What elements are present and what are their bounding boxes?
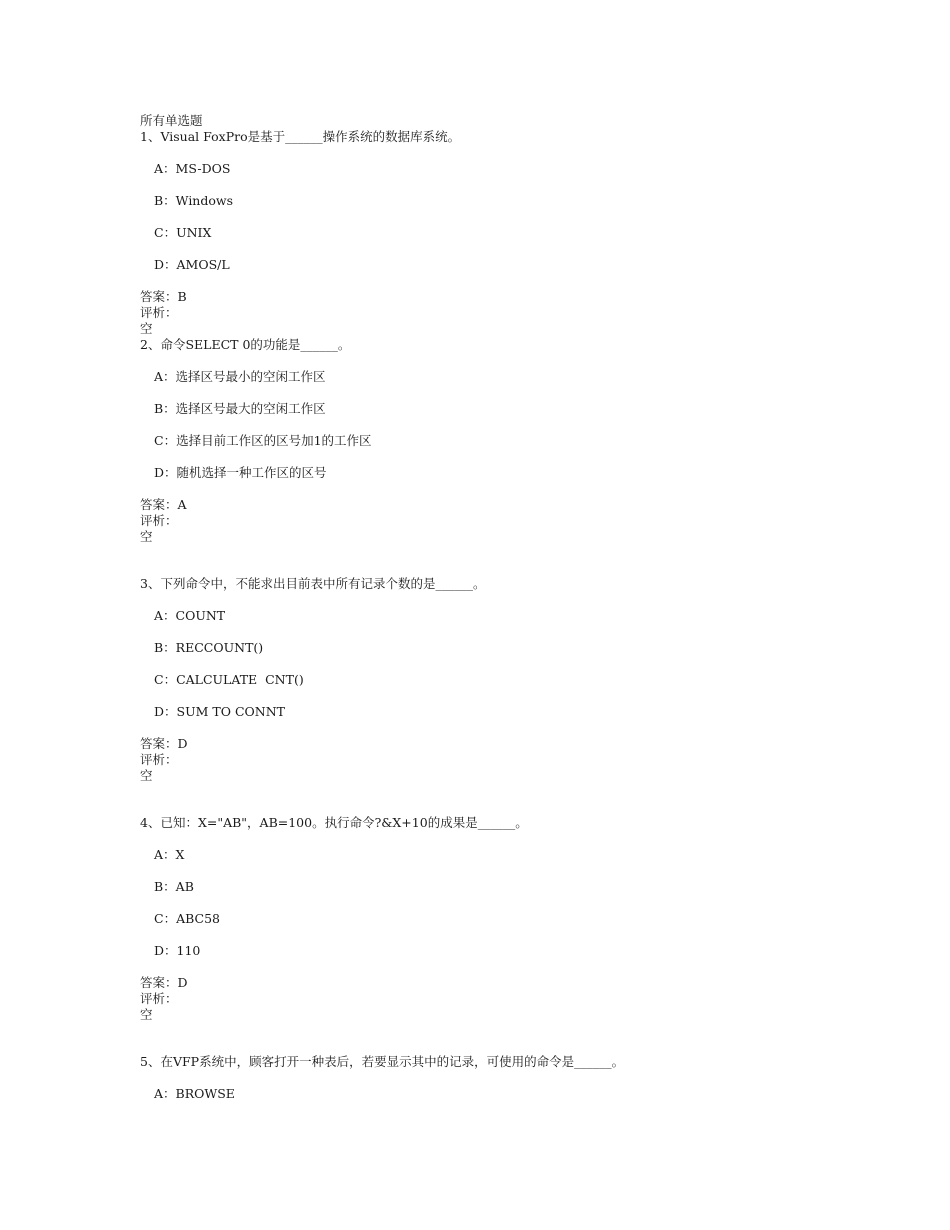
analysis-text: 空 — [140, 321, 153, 336]
option: D：110 — [154, 943, 201, 958]
option: B：选择区号最大的空闲工作区 — [154, 401, 326, 416]
answer-line: 答案：A — [140, 497, 187, 512]
option: B：RECCOUNT() — [154, 640, 264, 655]
option: B：AB — [154, 879, 194, 894]
option: A：BROWSE — [154, 1086, 235, 1101]
answer-line: 答案：B — [140, 289, 187, 304]
analysis-label: 评析： — [140, 513, 178, 528]
question-stem: 3、下列命令中，不能求出目前表中所有记录个数的是______。 — [140, 576, 486, 591]
option: D：SUM TO CONNT — [154, 704, 285, 719]
option: A：X — [154, 847, 185, 862]
question-stem: 2、命令SELECT 0的功能是______。 — [140, 337, 351, 352]
option: C：CALCULATE CNT() — [154, 672, 304, 687]
option: A：MS-DOS — [154, 161, 231, 176]
analysis-text: 空 — [140, 1007, 153, 1022]
section-heading: 所有单选题 — [140, 113, 203, 128]
option: A：COUNT — [154, 608, 226, 623]
option: D：AMOS/L — [154, 257, 230, 272]
answer-line: 答案：D — [140, 975, 188, 990]
option: B：Windows — [154, 193, 234, 208]
analysis-text: 空 — [140, 768, 153, 783]
option: D：随机选择一种工作区的区号 — [154, 465, 327, 480]
analysis-label: 评析： — [140, 991, 178, 1006]
answer-line: 答案：D — [140, 736, 188, 751]
option: C：选择目前工作区的区号加1的工作区 — [154, 433, 372, 448]
question-stem: 1、Visual FoxPro是基于______操作系统的数据库系统。 — [140, 129, 461, 144]
option: C：ABC58 — [154, 911, 220, 926]
question-stem: 5、在VFP系统中，顾客打开一种表后，若要显示其中的记录，可使用的命令是______。 — [140, 1054, 625, 1069]
analysis-label: 评析： — [140, 305, 178, 320]
option: A：选择区号最小的空闲工作区 — [154, 369, 326, 384]
question-stem: 4、已知：X="AB"，AB=100。执行命令?&X+10的成果是______。 — [140, 815, 528, 830]
option: C：UNIX — [154, 225, 212, 240]
analysis-label: 评析： — [140, 752, 178, 767]
analysis-text: 空 — [140, 529, 153, 544]
